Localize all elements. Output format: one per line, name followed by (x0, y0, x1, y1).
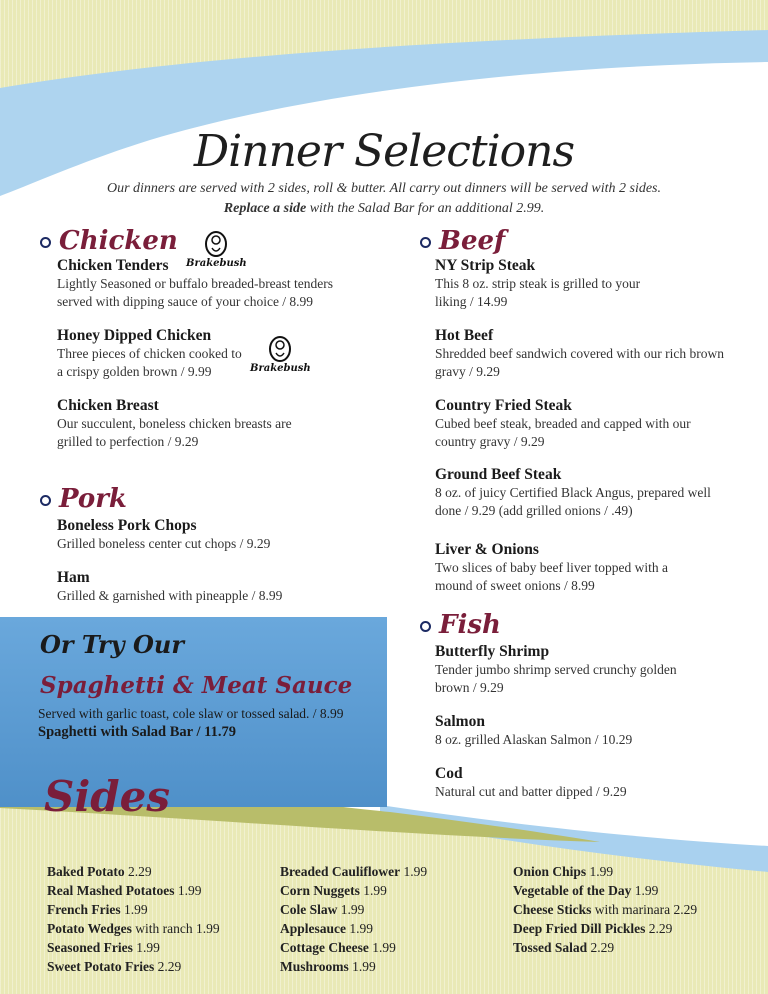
bullet-icon (420, 237, 431, 248)
menu-item (435, 396, 725, 451)
side-item (280, 919, 510, 938)
menu-item (57, 326, 247, 381)
side-price: 1.99 (400, 864, 428, 879)
side-name: Applesauce (280, 921, 347, 936)
item-desc: Grilled & garnished with pineapple / 8.99 (57, 588, 283, 603)
side-price: 1.99 (368, 940, 396, 955)
promo-line-1: Or Try Our (40, 630, 184, 659)
item-desc: Grilled boneless center cut chops / 9.29 (57, 536, 271, 551)
side-price: with ranch 1.99 (131, 921, 220, 936)
chicken-heading (40, 226, 178, 256)
side-price: 2.29 (124, 864, 152, 879)
side-item (280, 881, 510, 900)
side-price: 2.29 (645, 921, 673, 936)
menu-item (435, 540, 725, 595)
item-name: Chicken Breast (57, 397, 159, 414)
item-name: Liver & Onions (435, 541, 539, 558)
fish-heading-label: Fish (439, 610, 501, 640)
item-desc: Tender jumbo shrimp served crunchy golden brown / 9.29 (435, 662, 677, 695)
side-price: 2.29 (154, 959, 182, 974)
item-desc: This 8 oz. strip steak is grilled to your liking / 14.99 (435, 276, 641, 309)
side-item (513, 938, 753, 957)
beef-heading (420, 226, 505, 256)
sides-column-2 (280, 862, 510, 976)
side-price: 1.99 (586, 864, 614, 879)
menu-item (435, 465, 725, 520)
logo-text: Brakebush (250, 363, 311, 374)
side-name: French Fries (47, 902, 121, 917)
side-price: 1.99 (359, 883, 387, 898)
side-name: Cole Slaw (280, 902, 338, 917)
side-price: 1.99 (346, 921, 374, 936)
pork-heading-label: Pork (59, 484, 127, 514)
item-name: Chicken Tenders (57, 257, 169, 274)
side-name: Seasoned Fries (47, 940, 133, 955)
side-item (47, 862, 277, 881)
intro-bold: Replace a side (223, 201, 307, 216)
side-item (280, 862, 510, 881)
side-item (280, 957, 510, 976)
item-name: Ground Beef Steak (435, 466, 562, 483)
side-item (513, 900, 753, 919)
side-price: 1.99 (132, 940, 160, 955)
side-item (47, 957, 277, 976)
side-name: Mushrooms (280, 959, 349, 974)
intro-rest: with the Salad Bar for an additional 2.99. (306, 201, 545, 216)
item-desc: Our succulent, boneless chicken breasts are grilled to perfection / 9.29 (57, 416, 292, 449)
item-desc: Two slices of baby beef liver topped with a mound of sweet onions / 8.99 (435, 560, 668, 593)
side-name: Sweet Potato Fries (47, 959, 155, 974)
side-name: Real Mashed Potatoes (47, 883, 175, 898)
menu-item (435, 256, 725, 311)
menu-item (435, 642, 685, 697)
bullet-icon (40, 495, 51, 506)
side-item (513, 862, 753, 881)
menu-item (435, 326, 725, 381)
promo-line-2: Spaghetti & Meat Sauce (40, 672, 353, 699)
item-desc: Three pieces of chicken cooked to a crispy golden brown / 9.99 (57, 346, 242, 379)
side-item (513, 919, 753, 938)
menu-item (57, 396, 327, 451)
side-price: 1.99 (631, 883, 659, 898)
item-name: Honey Dipped Chicken (57, 327, 212, 344)
item-name: Cod (435, 765, 463, 782)
side-name: Cottage Cheese (280, 940, 369, 955)
menu-item (435, 712, 725, 749)
side-price: 1.99 (120, 902, 148, 917)
bullet-icon (40, 237, 51, 248)
spaghetti-salad-bar: Spaghetti with Salad Bar / 11.79 (38, 724, 236, 740)
item-desc: 8 oz. grilled Alaskan Salmon / 10.29 (435, 732, 633, 747)
intro-line-2 (0, 201, 768, 217)
side-item (47, 919, 277, 938)
menu-item (57, 568, 357, 605)
side-name: Potato Wedges (47, 921, 132, 936)
side-name: Baked Potato (47, 864, 125, 879)
side-name: Vegetable of the Day (513, 883, 632, 898)
item-desc: Lightly Seasoned or buffalo breaded-breast tenders served with dipping sauce of your choice / 8.99 (57, 276, 334, 309)
sides-column-1 (47, 862, 277, 976)
item-name: Salmon (435, 713, 485, 730)
menu-item (57, 256, 357, 311)
spaghetti-desc: Served with garlic toast, cole slaw or tossed salad. / 8.99 (38, 706, 344, 721)
side-name: Breaded Cauliflower (280, 864, 401, 879)
side-name: Cheese Sticks (513, 902, 592, 917)
side-item (47, 900, 277, 919)
side-name: Onion Chips (513, 864, 587, 879)
chicken-logo-icon (267, 333, 293, 363)
beef-heading-label: Beef (439, 226, 506, 256)
item-desc: Cubed beef steak, breaded and capped with our country gravy / 9.29 (435, 416, 691, 449)
side-item (47, 881, 277, 900)
side-price: 1.99 (348, 959, 376, 974)
side-price: with marinara 2.29 (591, 902, 698, 917)
item-name: NY Strip Steak (435, 257, 536, 274)
sides-heading: Sides (44, 772, 171, 821)
item-name: Country Fried Steak (435, 397, 572, 414)
item-name: Butterfly Shrimp (435, 643, 550, 660)
sides-column-3 (513, 862, 753, 957)
side-name: Corn Nuggets (280, 883, 360, 898)
item-name: Ham (57, 569, 90, 586)
brakebush-logo (250, 333, 311, 374)
side-price: 1.99 (337, 902, 365, 917)
item-name: Hot Beef (435, 327, 494, 344)
side-item (47, 938, 277, 957)
item-desc: Natural cut and batter dipped / 9.29 (435, 784, 627, 799)
bullet-icon (420, 621, 431, 632)
item-name: Boneless Pork Chops (57, 517, 197, 534)
side-item (280, 938, 510, 957)
item-desc: 8 oz. of juicy Certified Black Angus, prepared well done / 9.29 (add grilled onions / .49) (435, 485, 711, 518)
chicken-heading-label: Chicken (59, 226, 178, 256)
intro-line-1: Our dinners are served with 2 sides, roll & butter. All carry out dinners will be served with 2 sides. (106, 181, 661, 196)
logo-text: Brakebush (186, 258, 247, 269)
menu-item (57, 516, 357, 553)
fish-heading (420, 610, 501, 640)
page-title: Dinner Selections (193, 126, 575, 177)
item-desc: Shredded beef sandwich covered with our rich brown gravy / 9.29 (435, 346, 725, 379)
side-item (513, 881, 753, 900)
chicken-logo-icon (203, 228, 229, 258)
side-price: 2.29 (587, 940, 615, 955)
side-item (280, 900, 510, 919)
side-price: 1.99 (174, 883, 202, 898)
side-name: Tossed Salad (513, 940, 588, 955)
menu-item (435, 764, 725, 801)
side-name: Deep Fried Dill Pickles (513, 921, 646, 936)
pork-heading (40, 484, 127, 514)
